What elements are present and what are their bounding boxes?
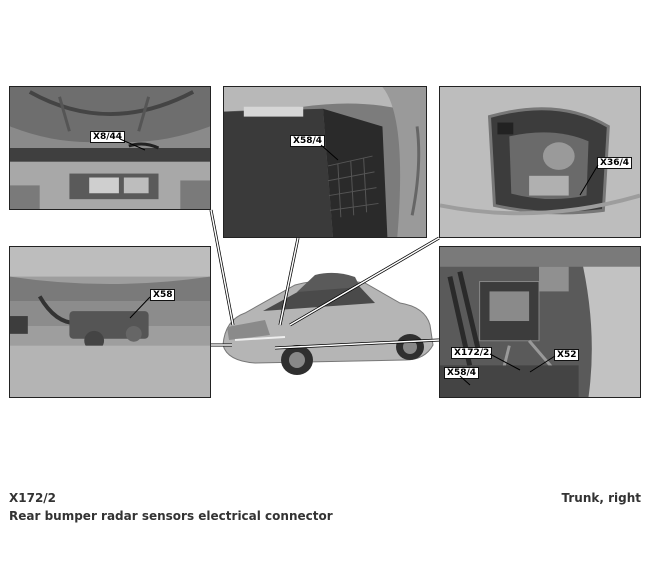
caption-code: X172/2 [9,491,57,505]
caption-location: Trunk, right [561,491,641,505]
connector-label-x58: X58 [150,289,175,301]
photo-trunk-right-side [439,246,641,398]
connector-label-x58-4-bottom: X58/4 [444,367,479,379]
photo-trunk-lid-underside [9,86,211,210]
photo-rear-light-cavity [439,86,641,238]
photo-trunk-interior [223,86,427,238]
connector-label-x52: X52 [554,349,579,361]
connector-label-x36-4: X36/4 [597,157,632,169]
vehicle-overview [215,265,438,378]
connector-label-x8-44: X8/44 [90,131,125,143]
connector-label-x58-4-top: X58/4 [290,135,325,147]
connector-label-x172-2: X172/2 [451,347,492,359]
caption-description: Rear bumper radar sensors electrical connector [9,509,333,523]
photo-rear-bumper-underside [9,246,211,398]
